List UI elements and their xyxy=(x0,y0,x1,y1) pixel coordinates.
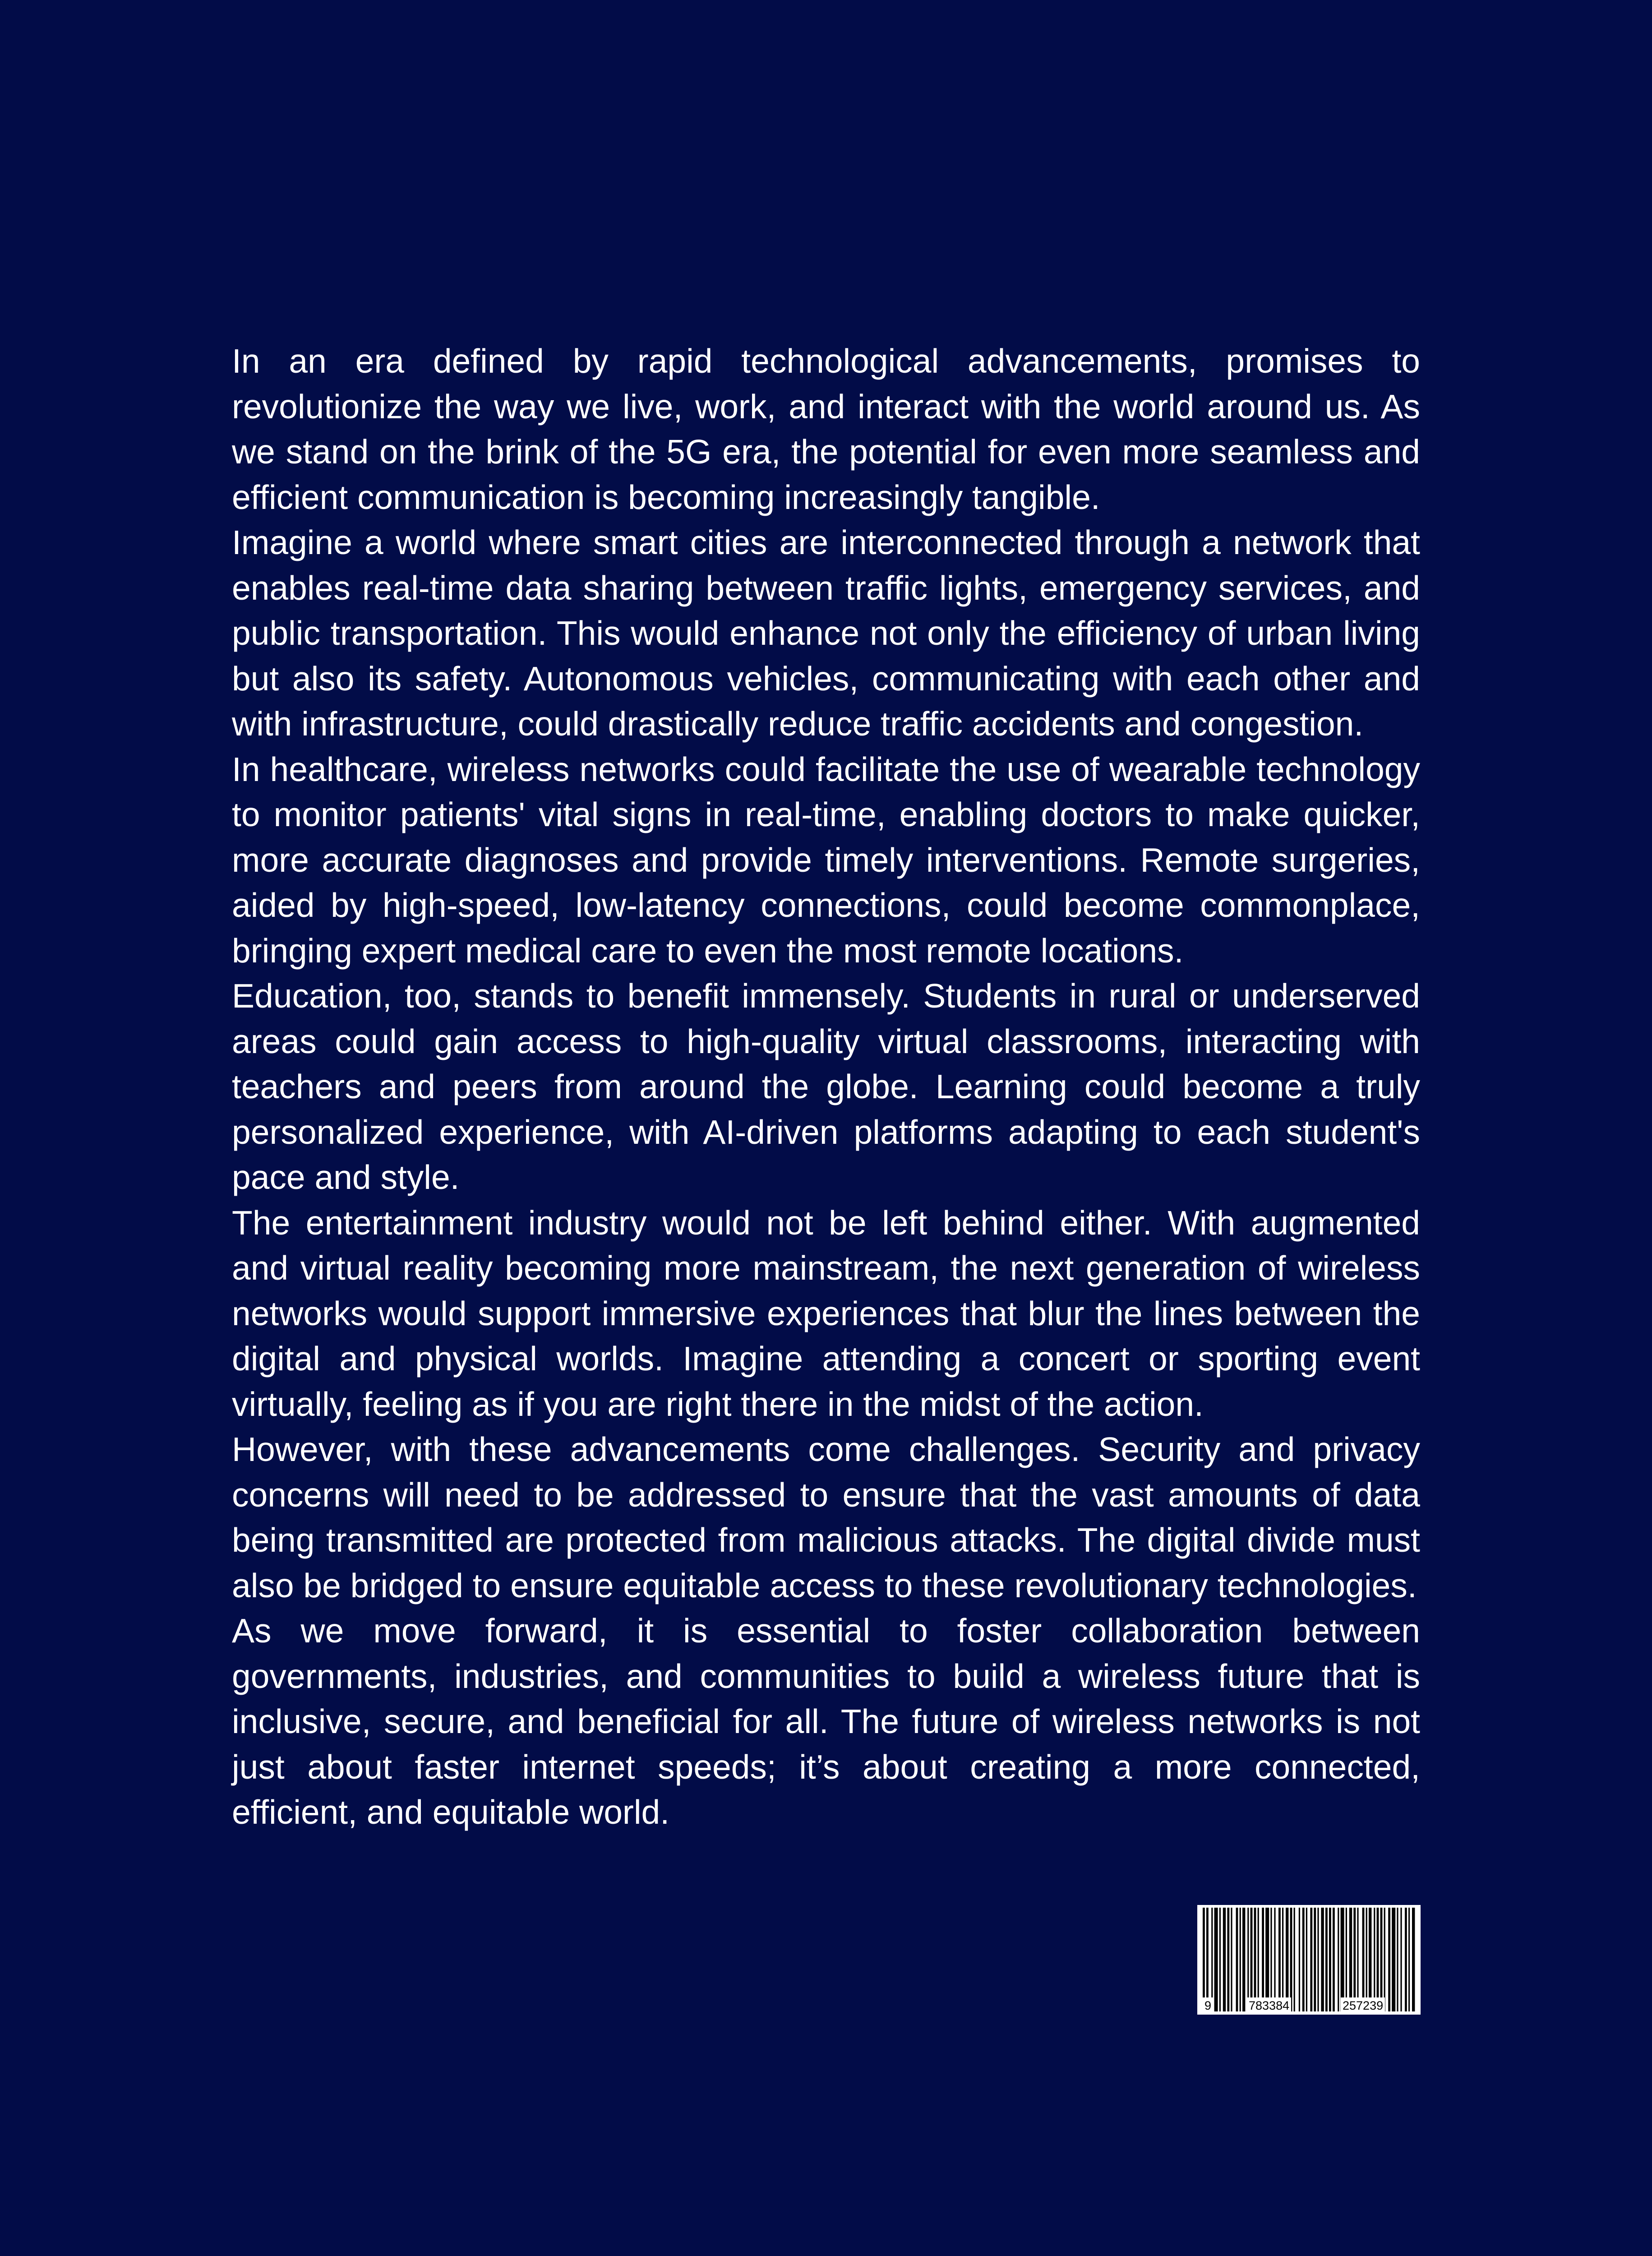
barcode-bar xyxy=(1314,1908,1316,2011)
barcode-bar xyxy=(1278,1908,1281,2011)
barcode-bar xyxy=(1380,1908,1383,2011)
barcode-bar xyxy=(1286,1908,1288,2011)
barcode-bar xyxy=(1377,1908,1379,2011)
barcode-bar xyxy=(1240,1908,1241,2011)
blurb-paragraph: As we move forward, it is essential to foster collaboration between governments, industries, and communities to build a wireless future that is inclusive, secure, and beneficial for all. The future of wireless networks is not just about faster internet speeds; it’s about creating a more connected, efficient, and equitable world. xyxy=(232,1612,1420,1831)
barcode-bar xyxy=(1369,1908,1371,2011)
barcode-bar xyxy=(1290,1908,1292,2011)
barcode-bar xyxy=(1349,1908,1352,2011)
barcode-bar xyxy=(1341,1908,1344,2011)
barcode-bar xyxy=(1223,1908,1226,2011)
barcode-left-group: 783384 xyxy=(1247,1997,1291,2014)
barcode-bar xyxy=(1353,1908,1356,2011)
barcode-right-group: 257239 xyxy=(1341,1997,1385,2014)
barcode-bar xyxy=(1405,1908,1407,2011)
barcode-bar xyxy=(1333,1908,1335,2011)
blurb-paragraph: However, with these advancements come challenges. Security and privacy concerns will need to be addressed to ensure that the vast amounts of data being transmitted are protected from malicious attacks. The digital divide must also be bridged to ensure equitable access to these revolutionary technologies. xyxy=(232,1430,1420,1604)
blurb-paragraph: The entertainment industry would not be left behind either. With augmented and virtual reality becoming more mainstream, the next generation of wireless networks would support immersive experiences that blur the lines between the digital and physical worlds. Imagine attending a concert or sporting event virtually, feeling as if you are right there in the midst of the action. xyxy=(232,1203,1420,1423)
blurb-paragraph: Education, too, stands to benefit immensely. Students in rural or underserved areas could gain access to high-quality virtual classrooms, interacting with teachers and peers from around the globe. Learning could become a truly personalized experience, with AI-driven platforms adapting to each student's pace and style. xyxy=(232,977,1420,1196)
barcode-bar xyxy=(1346,1908,1347,2011)
barcode-bar xyxy=(1317,1908,1319,2011)
barcode-bar xyxy=(1374,1908,1375,2011)
blurb-paragraph: In an era defined by rapid technological advancements, promises to revolutionize the way we live, work, and interact with the world around us. As we stand on the brink of the 5G era, the potential for even more seamless and efficient communication is becoming increasingly tangible. xyxy=(232,342,1420,516)
barcode-bar xyxy=(1251,1908,1253,2011)
barcode-digits xyxy=(1197,1997,1421,2014)
barcode-bar xyxy=(1265,1908,1269,2011)
barcode-bar xyxy=(1392,1908,1395,2011)
barcode-bar xyxy=(1325,1908,1328,2011)
barcode-bar xyxy=(1282,1908,1283,2011)
barcode-bar xyxy=(1236,1908,1238,2011)
barcode-bar xyxy=(1412,1908,1415,2011)
barcode-bar xyxy=(1227,1908,1229,2011)
barcode-bar xyxy=(1211,1908,1213,2011)
barcode-bar xyxy=(1310,1908,1312,2011)
barcode-bar xyxy=(1397,1908,1398,2011)
barcode-bar xyxy=(1338,1908,1339,2011)
barcode-bar xyxy=(1214,1908,1218,2011)
barcode-bar xyxy=(1258,1908,1259,2011)
barcode-bar xyxy=(1294,1908,1295,2011)
barcode-bar xyxy=(1362,1908,1365,2011)
barcode-bar xyxy=(1262,1908,1264,2011)
barcode-bar xyxy=(1206,1908,1209,2011)
blurb-paragraph: In healthcare, wireless networks could facilitate the use of wearable technology to monitor patients' vital signs in real-time, enabling doctors to make quicker, more accurate diagnoses and provide timely interventions. Remote surgeries, aided by high-speed, low-latency connections, could become commonplace, bringing expert medical care to even the most remote locations. xyxy=(232,750,1420,970)
barcode-bar xyxy=(1357,1908,1358,2011)
blurb-text xyxy=(232,338,1420,1835)
barcode-bar xyxy=(1274,1908,1275,2011)
barcode-bar xyxy=(1219,1908,1221,2011)
barcode-bar xyxy=(1306,1908,1307,2011)
barcode-bar xyxy=(1384,1908,1385,2011)
barcode-bar xyxy=(1321,1908,1324,2011)
barcode-bar xyxy=(1242,1908,1245,2011)
barcode-bar xyxy=(1408,1908,1410,2011)
barcode-bar xyxy=(1254,1908,1256,2011)
barcode-bar xyxy=(1270,1908,1272,2011)
barcode-bar xyxy=(1400,1908,1402,2011)
barcode-bar xyxy=(1231,1908,1232,2011)
barcode-bar xyxy=(1329,1908,1331,2011)
barcode-bar xyxy=(1203,1908,1205,2011)
barcode-bar xyxy=(1247,1908,1249,2011)
barcode-bar xyxy=(1388,1908,1390,2011)
barcode-bar xyxy=(1366,1908,1367,2011)
blurb-paragraph: Imagine a world where smart cities are interconnected through a network that enables real-time data sharing between traffic lights, emergency services, and public transportation. This would enhance not only the efficiency of urban living but also its safety. Autonomous vehicles, communicating with each other and with infrastructure, could drastically reduce traffic accidents and congestion. xyxy=(232,523,1420,743)
isbn-barcode xyxy=(1197,1905,1421,2015)
barcode-bar xyxy=(1299,1908,1300,2011)
barcode-bar xyxy=(1302,1908,1305,2011)
barcode-lead-digit: 9 xyxy=(1203,1997,1213,2014)
